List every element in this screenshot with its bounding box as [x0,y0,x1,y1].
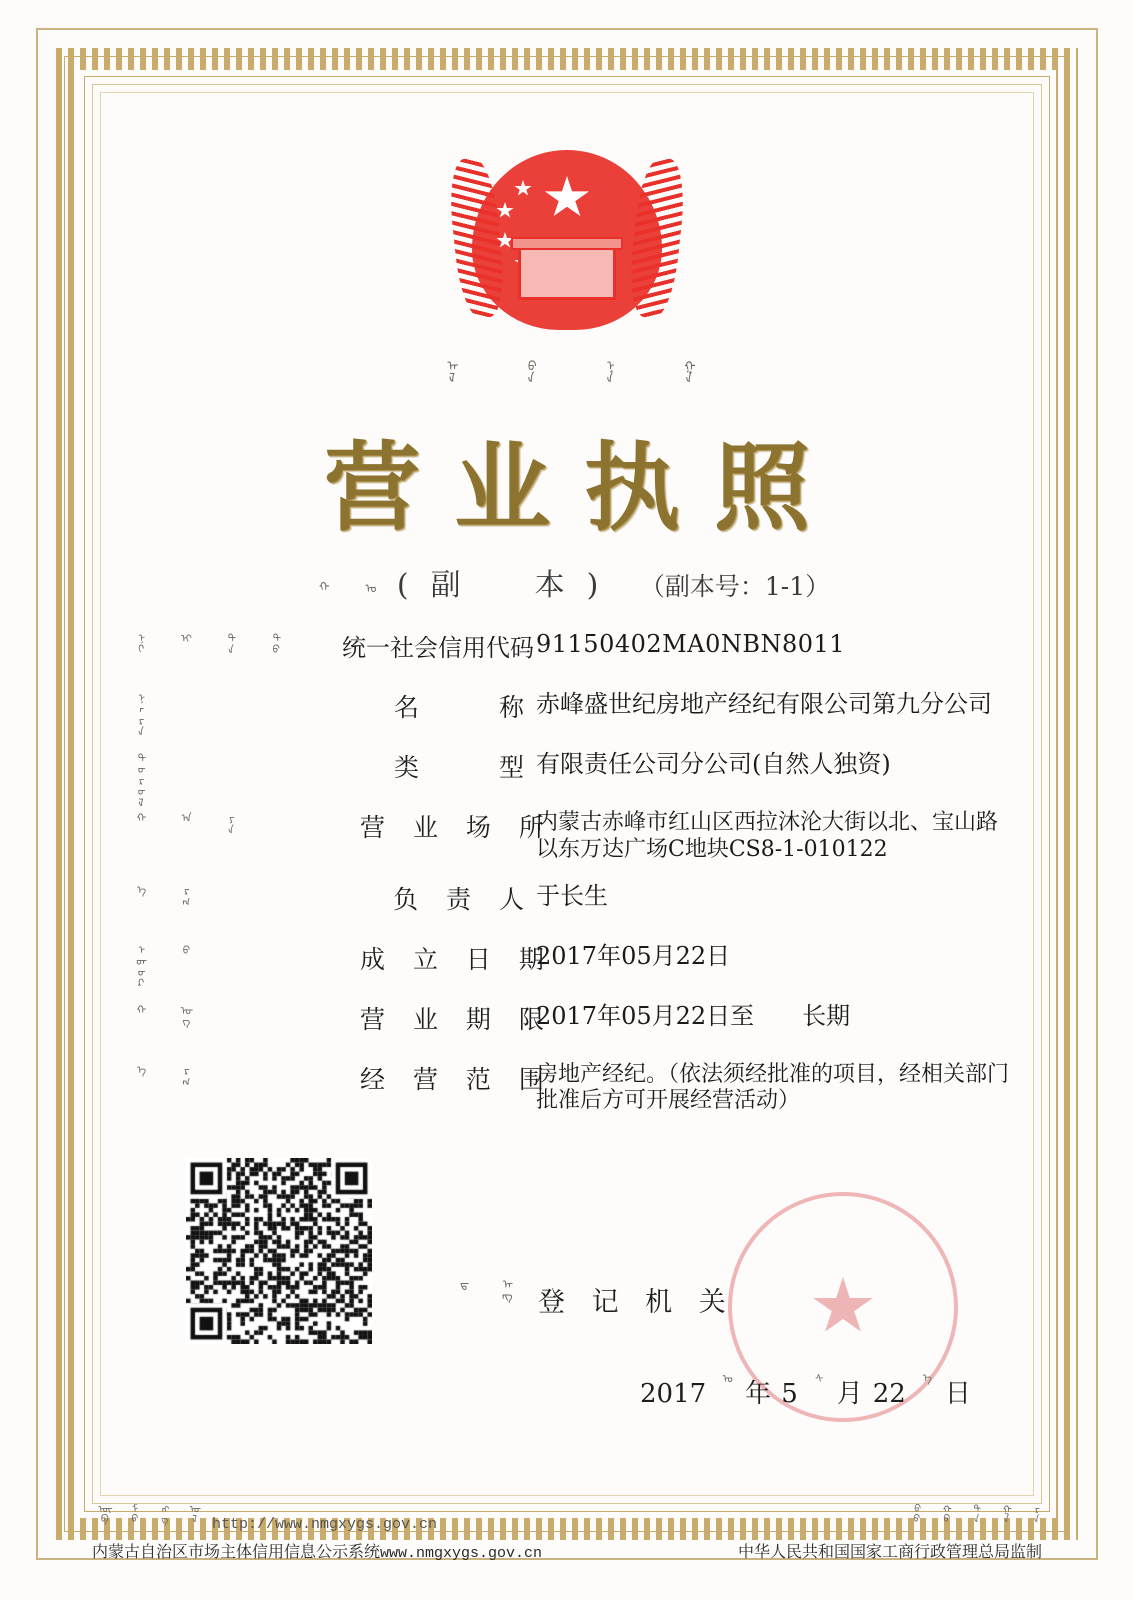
field-label: 负 责 人 [393,884,534,914]
mongolian-glyph: ᠰ [810,1372,824,1383]
field-row-established [130,940,1010,988]
mongolian-label [130,808,360,852]
mongolian-glyph: ᠭᠡ [678,358,693,384]
issue-month: 5 [781,1379,798,1409]
mongolian-glyph: ᠡ [133,883,146,895]
footer-left [92,1539,542,1562]
mongolian-glyph: ᠮᠣ [126,1503,137,1523]
issue-year: 2017 [640,1379,707,1409]
footer-system-name: 内蒙古自治区市场主体信用信息公示系统 [92,1544,381,1561]
mongolian-glyph: ᠪᠠ [520,358,535,384]
field-value-established: 2017年05月22日 [536,941,731,970]
footer-right: 中华人民共和国国家工商行政管理总局监制 [737,1544,1042,1561]
mongolian-glyph: ᠤ [361,581,376,593]
mongolian-glyph: ᠥᠪ [96,1503,107,1523]
national-emblem-icon [452,140,682,340]
field-label: 营 业 期 限 [360,1004,554,1034]
mongolian-glyph: ᠲᠡ [223,632,236,654]
mongolian-glyph: ᠬ [133,1003,146,1015]
document-subtitle [0,560,1134,605]
field-label: 成 立 日 期 [360,944,554,974]
day-char: 日 [944,1379,971,1409]
mongolian-glyph: ᠣ [719,1372,733,1383]
mongolian-title-row [437,358,697,404]
mongolian-label [130,880,360,924]
mongolian-glyph: ᠡ [133,1063,146,1075]
field-value-address: 内蒙古赤峰市红山区西拉沐沦大街以北、宝山路以东万达广场C地块CS8-1-010122 [536,810,999,862]
mongolian-label [130,748,360,807]
mongolian-glyph: ᠭᠡ [998,1503,1009,1523]
field-row-scope [130,1060,1010,1116]
mongolian-glyph: ᠨᠠ [599,358,614,384]
mongolian-glyph: ᠡᠳᠦᠷ [133,943,146,988]
mongolian-glyph: ᠢ [178,632,191,643]
document-title: 营业执照 [324,431,844,544]
footer-url-top[interactable]: http://www.nmgxygs.gov.cn [212,1516,438,1533]
mongolian-label [130,688,360,736]
field-value-credit-code: 91150402MA0NBN8011 [536,630,846,658]
mongolian-glyph: ᠳᠤ [268,632,281,654]
footer-bottom-line [92,1539,1042,1562]
mongolian-glyph: ᠪᠦ [908,1503,919,1523]
field-value-type: 有限责任公司分公司(自然人独资) [536,750,891,778]
footer-mongolian-right [904,1503,1042,1533]
field-row-type [130,748,1010,807]
mongolian-label [130,940,360,988]
mongolian-glyph: ᠩᠭ [156,1503,167,1523]
mongolian-glyph: ᠠᠩ [498,1278,512,1302]
mongolian-glyph: ᠬᠦ [938,1503,949,1523]
field-value-principal: 于长生 [536,881,608,910]
field-value-name: 赤峰盛世纪房地产经纪有限公司第九分公司 [536,690,992,718]
issue-date [640,1372,971,1410]
mongolian-glyph: ᠨᠡᠷᠡ [133,692,146,736]
tiananmen-gate [518,246,616,300]
qr-code-canvas [186,1158,372,1344]
mongolian-glyph: ᠣᠯ [186,1503,197,1523]
mongolian-glyph: ᠬ [133,812,146,823]
field-label: 营 业 场 所 [360,813,554,842]
field-row-credit-code [130,628,1010,672]
field-row-principal [130,880,1010,924]
field-list [130,628,1010,1131]
mongolian-label [130,1000,360,1044]
month-char: 月 [836,1379,863,1409]
field-label: 类 型 [393,753,534,782]
footer-url[interactable]: www.nmgxygs.gov.cn [380,1545,543,1562]
footer [92,1503,1042,1562]
seal-star-icon [812,1277,874,1337]
mongolian-glyph: ᠠ [178,812,191,823]
field-row-term [130,1000,1010,1044]
year-char: 年 [745,1379,772,1409]
mongolian-glyph: ᠳ [455,1278,469,1290]
field-value-scope: 房地产经纪。（依法须经批准的项目，经相关部门批准后方可开展经营活动） [536,1061,1010,1114]
mongolian-label [130,1060,360,1104]
subtitle-copy-label: (副 本) [396,568,621,603]
field-label: 统一社会信用代码 [342,634,534,662]
field-row-name [130,688,1010,736]
mongolian-glyph: ᠡ [918,1372,932,1383]
registry-authority [452,1278,735,1320]
subtitle-copy-number: （副本号：1-1） [639,572,831,601]
field-row-address [130,808,1010,864]
mongolian-glyph: ᠶᠠ [223,812,236,834]
footer-mongolian-left [92,1503,437,1533]
mongolian-glyph: ᠷᠡ [1028,1503,1039,1523]
footer-top-line [92,1503,1042,1533]
mongolian-glyph: ᠷᠬ [178,1063,191,1086]
mongolian-glyph: ᠠᠯ [441,358,456,384]
qr-code [186,1158,372,1344]
mongolian-label [130,628,324,672]
issue-day: 22 [872,1379,906,1409]
mongolian-glyph: ᠨᠢ [133,632,146,654]
mongolian-glyph: ᠬ [314,581,329,593]
mongolian-glyph: ᠲᠥᠷᠥᠯ [133,752,146,807]
registry-label: 登 记 机 关 [538,1286,735,1318]
mongolian-glyph: ᠷᠬ [178,883,191,906]
field-value-term: 2017年05月22日至 长期 [536,1001,851,1030]
field-label: 经 营 范 围 [360,1064,554,1094]
mongolian-glyph: ᠳᠡ [968,1503,979,1523]
mongolian-glyph: ᠤᠭ [178,1003,191,1026]
field-label: 名 称 [393,693,534,722]
mongolian-glyph: ᠪ [178,943,191,955]
